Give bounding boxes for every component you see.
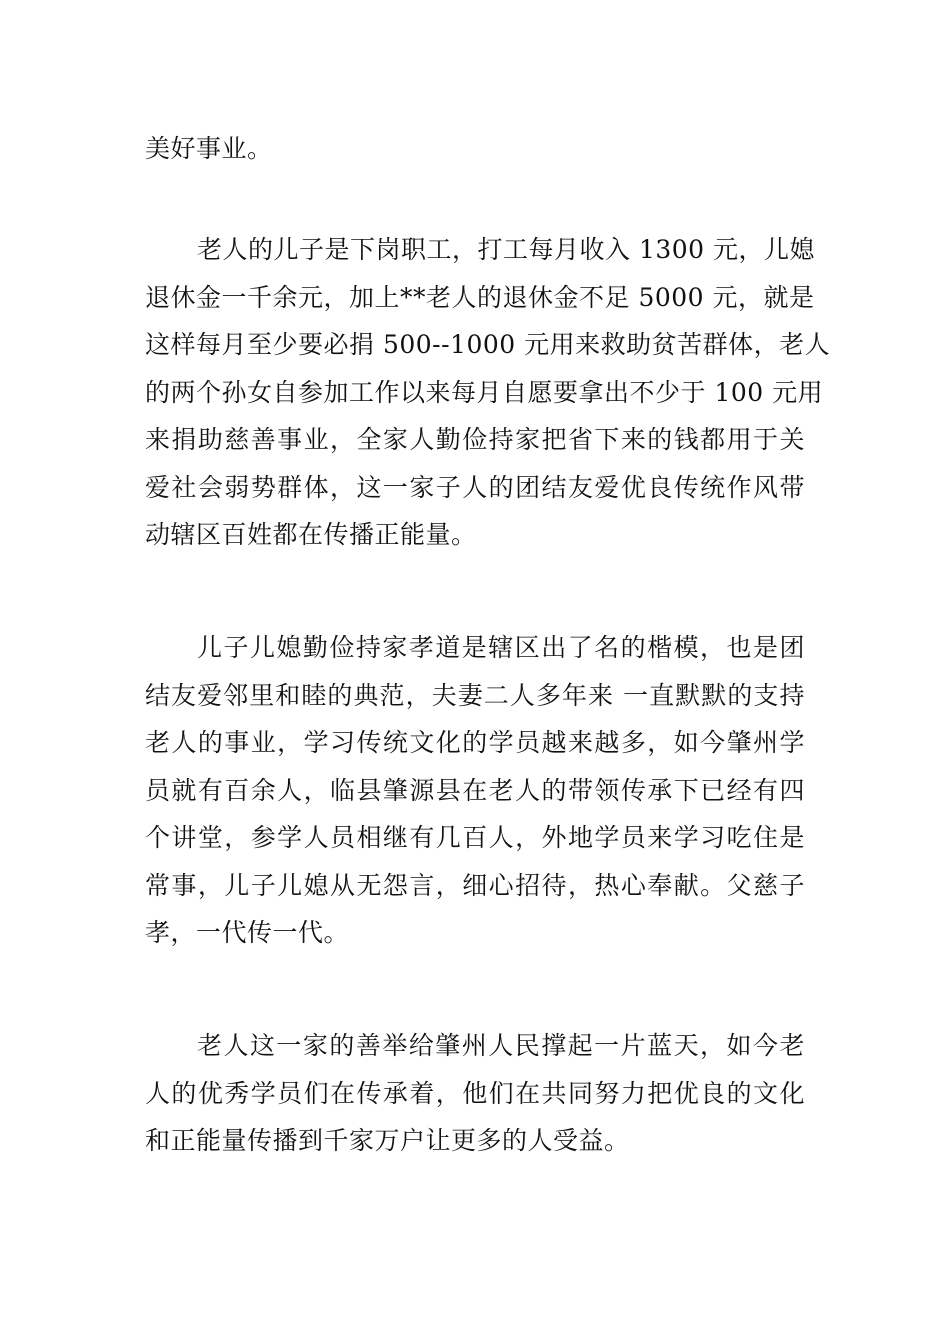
paragraph-family-income xyxy=(145,226,831,559)
text-line: 爱社会弱势群体，这一家子人的团结友爱优良传统作风带 xyxy=(145,472,805,502)
text-line: 和正能量传播到千家万户让更多的人受益。 xyxy=(145,1126,630,1155)
text-line: 常事，儿子儿媳从无怨言，细心招待，热心奉献。父慈子 xyxy=(145,870,805,900)
paragraph-conclusion xyxy=(145,1022,805,1165)
text-line: 动辖区百姓都在传播正能量。 xyxy=(145,520,477,549)
paragraph-son-daughter-in-law xyxy=(145,624,805,957)
text-line: 人的优秀学员们在传承着，他们在共同努力把优良的文化 xyxy=(145,1078,805,1108)
text-line: 员就有百余人，临县肇源县在老人的带领传承下已经有四 xyxy=(145,775,805,805)
text-line: 的两个孙女自参加工作以来每月自愿要拿出不少于 100 元用 xyxy=(145,377,824,407)
text-line: 老人这一家的善举给肇州人民撑起一片蓝天，如今老 xyxy=(197,1031,805,1060)
text-line: 结友爱邻里和睦的典范，夫妻二人多年来 一直默默的支持 xyxy=(145,680,805,710)
text-line: 来捐助慈善事业，全家人勤俭持家把省下来的钱都用于关 xyxy=(145,425,805,454)
text-line: 退休金一千余元，加上**老人的退休金不足 5000 元，就是 xyxy=(145,282,815,312)
text-line: 老人的事业，学习传统文化的学员越来越多，如今肇州学 xyxy=(145,728,805,757)
text-line: 老人的儿子是下岗职工，打工每月收入 1300 元，儿媳 xyxy=(197,235,816,264)
text-line: 个讲堂，参学人员相继有几百人，外地学员来学习吃住是 xyxy=(145,823,805,852)
text-line: 美好事业。 xyxy=(145,134,273,163)
text-line: 儿子儿媳勤俭持家孝道是辖区出了名的楷模，也是团 xyxy=(197,633,805,662)
text-line: 孝，一代传一代。 xyxy=(145,918,350,947)
text-line: 这样每月至少要必捐 500--1000 元用来救助贫苦群体，老人 xyxy=(145,330,831,359)
paragraph-continuation xyxy=(145,125,805,173)
